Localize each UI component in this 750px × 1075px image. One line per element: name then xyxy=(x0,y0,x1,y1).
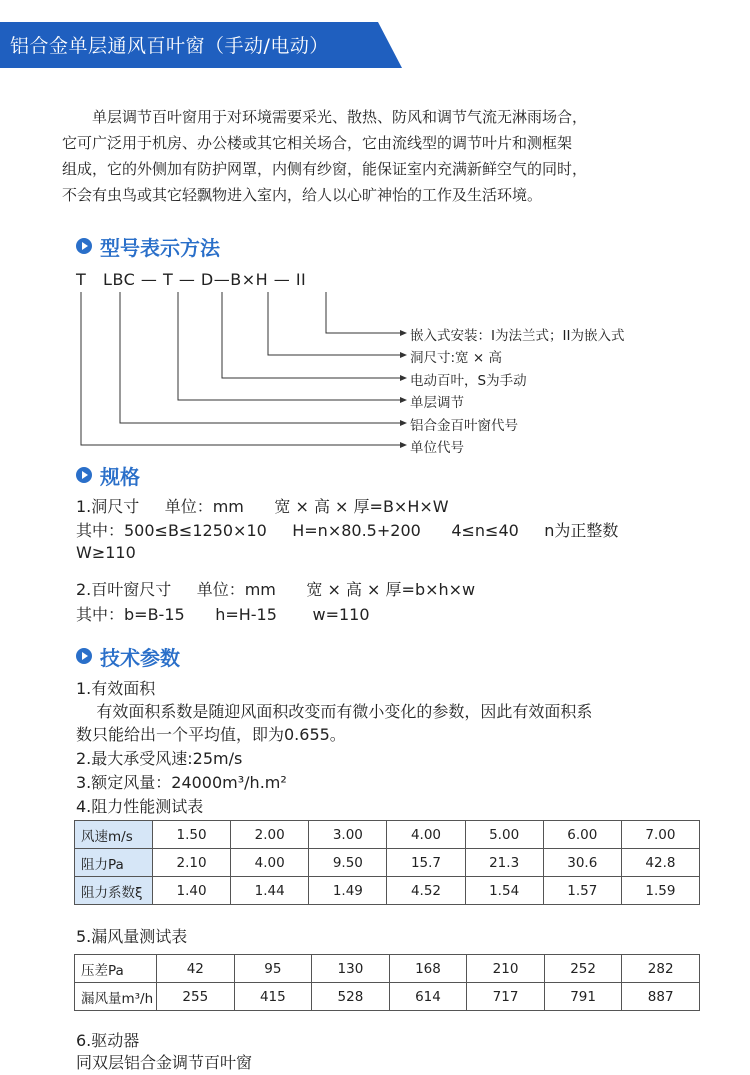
row-header: 风速m/s xyxy=(75,821,153,849)
table-cell: 130 xyxy=(312,955,390,983)
arrow-head xyxy=(400,330,407,336)
model-diagram-lines xyxy=(0,0,750,470)
bullet-arrow-icon xyxy=(76,467,92,483)
table-cell: 1.49 xyxy=(309,877,387,905)
row-header: 压差Pa xyxy=(75,955,157,983)
model-label: 嵌入式安装：I为法兰式；II为嵌入式 xyxy=(410,328,625,344)
table-cell: 95 xyxy=(234,955,312,983)
model-label: 电动百叶，S为手动 xyxy=(410,373,527,389)
leader-line xyxy=(268,292,400,355)
table-cell: 30.6 xyxy=(543,849,621,877)
table-cell: 4.00 xyxy=(387,821,465,849)
table-cell: 415 xyxy=(234,983,312,1011)
table-cell: 1.40 xyxy=(153,877,231,905)
leader-line xyxy=(120,292,400,423)
tech-line: 6.驱动器 xyxy=(76,1031,140,1050)
bullet-arrow-icon xyxy=(76,648,92,664)
arrow-head xyxy=(400,397,407,403)
table-cell: 1.57 xyxy=(543,877,621,905)
table-cell: 791 xyxy=(544,983,622,1011)
table-cell: 9.50 xyxy=(309,849,387,877)
table-cell: 528 xyxy=(312,983,390,1011)
model-label: 单位代号 xyxy=(410,440,464,456)
row-header: 阻力系数ξ xyxy=(75,877,153,905)
table-cell: 4.52 xyxy=(387,877,465,905)
model-label: 铝合金百叶窗代号 xyxy=(410,418,518,434)
section-title: 技术参数 xyxy=(100,645,180,670)
arrow-head xyxy=(400,442,407,448)
table-cell: 3.00 xyxy=(309,821,387,849)
leader-line xyxy=(222,292,400,378)
table-cell: 887 xyxy=(622,983,700,1011)
arrow-head xyxy=(400,352,407,358)
table-row xyxy=(75,821,700,849)
spec-line: 2.百叶窗尺寸 单位：mm 宽 × 高 × 厚=b×h×w xyxy=(76,580,476,599)
table-cell: 2.10 xyxy=(153,849,231,877)
table-cell: 614 xyxy=(389,983,467,1011)
section-title: 型号表示方法 xyxy=(100,235,220,260)
table-cell: 1.44 xyxy=(231,877,309,905)
table-cell: 4.00 xyxy=(231,849,309,877)
section-heading-spec xyxy=(76,462,140,488)
intro-line: 组成，它的外侧加有防护网罩，内侧有纱窗，能保证室内充满新鲜空气的同时， xyxy=(62,160,588,178)
table-row xyxy=(75,955,700,983)
spec-line: W≥110 xyxy=(76,543,136,562)
tech-line: 2.最大承受风速:25m/s xyxy=(76,749,243,768)
model-label: 单层调节 xyxy=(410,395,464,411)
table-row xyxy=(75,849,700,877)
table-cell: 1.50 xyxy=(153,821,231,849)
section-heading-tech xyxy=(76,643,180,669)
tech-line: 数只能给出一个平均值，即为0.655。 xyxy=(76,725,346,744)
table-cell: 2.00 xyxy=(231,821,309,849)
leader-line xyxy=(326,292,400,333)
table-cell: 6.00 xyxy=(543,821,621,849)
leader-line xyxy=(178,292,400,400)
row-header: 漏风量m³/h xyxy=(75,983,157,1011)
spec-line: 1.洞尺寸 单位：mm 宽 × 高 × 厚=B×H×W xyxy=(76,497,449,516)
table-cell: 255 xyxy=(157,983,235,1011)
leader-line xyxy=(81,292,400,445)
resistance-table xyxy=(74,820,700,905)
spec-line: 其中：b=B-15 h=H-15 w=110 xyxy=(76,605,370,624)
table-cell: 42.8 xyxy=(621,849,699,877)
tech-line: 有效面积系数是随迎风面积改变而有微小变化的参数，因此有效面积系 xyxy=(76,702,593,721)
tech-line: 4.阻力性能测试表 xyxy=(76,797,204,816)
tech-line: 1.有效面积 xyxy=(76,679,156,698)
model-code: T LBC — T — D—B×H — II xyxy=(76,270,307,289)
intro-line: 单层调节百叶窗用于对环境需要采光、散热、防风和调节气流无淋雨场合， xyxy=(92,108,588,126)
arrow-head xyxy=(400,375,407,381)
table-cell: 42 xyxy=(157,955,235,983)
table-row xyxy=(75,877,700,905)
table-row xyxy=(75,983,700,1011)
table-cell: 7.00 xyxy=(621,821,699,849)
row-header: 阻力Pa xyxy=(75,849,153,877)
intro-line: 它可广泛用于机房、办公楼或其它相关场合，它由流线型的调节叶片和测框架 xyxy=(62,134,573,152)
model-label: 洞尺寸:宽 × 高 xyxy=(410,350,502,366)
table-cell: 168 xyxy=(389,955,467,983)
table-cell: 252 xyxy=(544,955,622,983)
table-cell: 717 xyxy=(467,983,545,1011)
table-cell: 5.00 xyxy=(465,821,543,849)
arrow-head xyxy=(400,420,407,426)
table-cell: 282 xyxy=(622,955,700,983)
table-cell: 21.3 xyxy=(465,849,543,877)
page-title: 铝合金单层通风百叶窗（手动/电动） xyxy=(10,35,329,57)
tech-line: 同双层铝合金调节百叶窗 xyxy=(76,1053,253,1072)
tech-line: 3.额定风量：24000m³/h.m² xyxy=(76,773,287,792)
intro-line: 不会有虫鸟或其它轻飘物进入室内，给人以心旷神怡的工作及生活环境。 xyxy=(62,186,543,204)
section-title: 规格 xyxy=(100,464,140,489)
table-cell: 15.7 xyxy=(387,849,465,877)
tech-line: 5.漏风量测试表 xyxy=(76,927,188,946)
leakage-table xyxy=(74,954,700,1011)
spec-line: 其中：500≤B≤1250×10 H=n×80.5+200 4≤n≤40 n为正整数 xyxy=(76,521,619,540)
table-cell: 1.54 xyxy=(465,877,543,905)
table-cell: 1.59 xyxy=(621,877,699,905)
table-cell: 210 xyxy=(467,955,545,983)
